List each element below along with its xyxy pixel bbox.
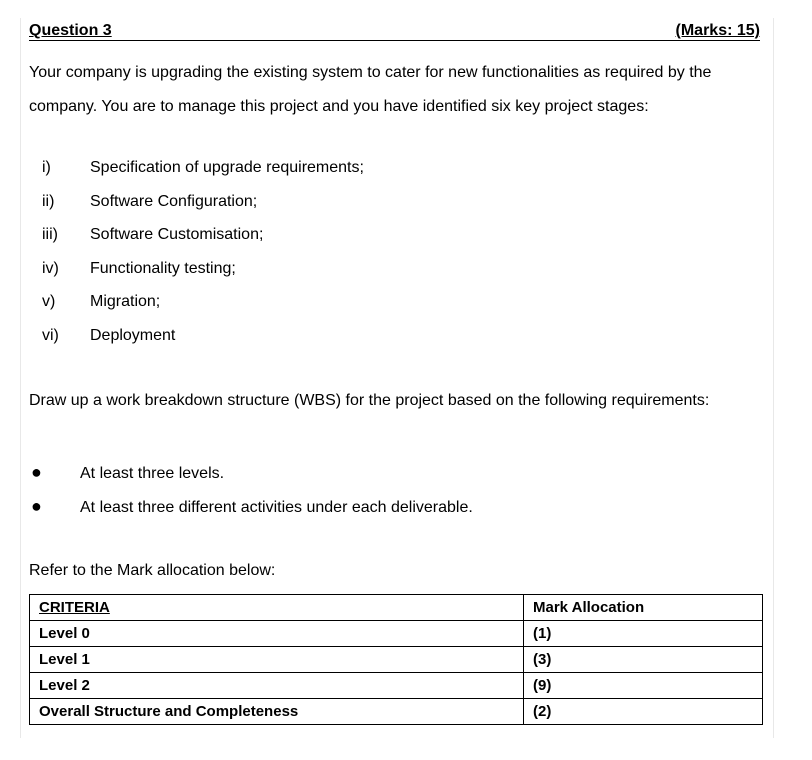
criteria-cell: Overall Structure and Completeness xyxy=(30,699,524,725)
stage-text: Software Configuration; xyxy=(90,192,258,210)
list-item xyxy=(42,322,364,356)
intro-paragraph: Your company is upgrading the existing system to cater for new functionalities as required by the company. You are to manage this project and you have identified six key project stages: xyxy=(29,64,712,115)
mark-allocation-intro: Refer to the Mark allocation below: xyxy=(29,562,276,579)
question-marks: (Marks: 15) xyxy=(675,22,760,39)
stage-number: vi) xyxy=(42,326,59,344)
bullet-icon: ● xyxy=(31,462,42,482)
list-item xyxy=(42,255,364,289)
criteria-cell: Level 2 xyxy=(30,673,524,699)
table-row xyxy=(30,647,763,673)
stage-text: Functionality testing; xyxy=(90,259,236,277)
list-item xyxy=(42,288,364,322)
question-header xyxy=(29,20,760,41)
stage-text: Deployment xyxy=(90,326,176,344)
stages-list xyxy=(42,154,364,356)
list-item xyxy=(42,154,364,188)
mark-cell: (1) xyxy=(524,621,763,647)
stage-text: Software Customisation; xyxy=(90,226,264,244)
mark-cell: (9) xyxy=(524,673,763,699)
mark-cell: (2) xyxy=(524,699,763,725)
list-item xyxy=(42,188,364,222)
table-row xyxy=(30,673,763,699)
stage-text: Specification of upgrade requirements; xyxy=(90,159,364,176)
table-row xyxy=(30,621,763,647)
list-item xyxy=(42,221,364,255)
question-title: Question 3 xyxy=(29,22,112,39)
stage-number: ii) xyxy=(42,192,55,210)
requirement-text: At least three levels. xyxy=(80,465,225,482)
stage-number: iv) xyxy=(42,259,59,277)
wbs-instruction: Draw up a work breakdown structure (WBS) for the project based on the following requirements: xyxy=(29,392,710,409)
criteria-cell: Level 1 xyxy=(30,647,524,673)
mark-allocation-table xyxy=(29,594,763,725)
list-item xyxy=(29,458,473,492)
list-item xyxy=(29,492,473,526)
criteria-header: CRITERIA xyxy=(30,595,524,621)
criteria-cell: Level 0 xyxy=(30,621,524,647)
bullet-icon: ● xyxy=(31,496,42,516)
mark-cell: (3) xyxy=(524,647,763,673)
table-header-row xyxy=(30,595,763,621)
stage-number: iii) xyxy=(42,226,58,244)
requirements-list xyxy=(29,458,473,526)
stage-number: i) xyxy=(42,159,51,176)
requirement-text: At least three different activities under each deliverable. xyxy=(80,499,473,516)
stage-text: Migration; xyxy=(90,293,161,311)
stage-number: v) xyxy=(42,293,56,311)
table-row xyxy=(30,699,763,725)
mark-allocation-header: Mark Allocation xyxy=(524,595,763,621)
